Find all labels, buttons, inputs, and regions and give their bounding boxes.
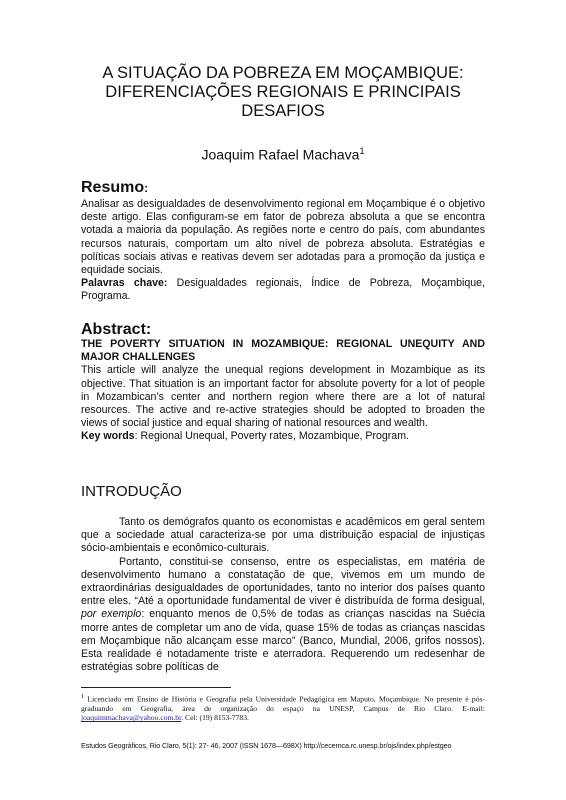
footnote-email-link[interactable]: joaquimmachava@yahoo.com.br (81, 713, 182, 723)
abstract-title: THE POVERTY SITUATION IN MOZAMBIQUE: REGIONAL UNEQUITY AND MAJOR CHALLENGES (81, 338, 485, 364)
intro-section (81, 516, 485, 674)
resumo-text: Analisar as desigualdades de desenvolvimento regional em Moçambique é o objetivo deste artigo. Elas configuram-se em fator de pobreza absoluta a que se encontra votada a maioria da população. As regiões norte e centro do país, com abundantes recursos naturais, comportam um alto nível de pobreza absoluta. Estratégias e políticas sociais ativas e reativas devem ser adotadas para a promoção da justiça e equidade sociais. (81, 198, 485, 277)
resumo-keywords-label: Palavras chave: (81, 277, 168, 290)
abstract-heading: Abstract: (81, 321, 152, 338)
title-line-2: DIFERENCIAÇÕES REGIONAIS E PRINCIPAIS (105, 83, 461, 101)
resumo-section (81, 198, 485, 304)
footnote-mark: 1 (81, 693, 85, 700)
paper-title (60, 64, 506, 121)
intro-heading: INTRODUÇÃO (81, 483, 182, 500)
resumo-heading: Resumo: (81, 179, 149, 196)
resumo-keywords (81, 277, 485, 303)
journal-footer: Estudos Geográficos, Rio Claro, 5(1): 27- 46, 2007 (ISSN 1678—698X) http://cecemca.rc.unesp.br/ojs/index.php/estgeo (81, 741, 452, 750)
footnote-divider (81, 687, 231, 688)
intro-paragraph-1: Tanto os demógrafos quanto os economistas e acadêmicos em geral sentem que a sociedade atual caracteriza-se por uma distribuição espacial de injustiças sócio-ambientais e econômico-culturais. (81, 516, 485, 555)
author (60, 146, 506, 163)
author-name: Joaquim Rafael Machava (201, 146, 360, 163)
title-line-1: A SITUAÇÃO DA POBREZA EM MOÇAMBIQUE: (102, 64, 464, 82)
abstract-section (81, 338, 485, 444)
author-footnote-mark: 1 (359, 146, 365, 156)
footnote-text: Licenciado em Ensino de História e Geografia pela Universidade Pedagógica em Maputo, Moçambique. No presente é pós-graduando em Geografia, área de organização do espaço na UNESP, Campus de Rio Claro. E-mail: (81, 694, 485, 713)
title-line-3: DESAFIOS (241, 102, 325, 120)
intro-emphasis: por exemplo (81, 608, 142, 621)
abstract-keywords-label: Key words (81, 430, 135, 443)
abstract-keywords (81, 430, 485, 443)
resumo-keywords-list: Desigualdades regionais, Índice de Pobreza, Moçambique, Programa. (81, 277, 485, 303)
abstract-keywords-list: : Regional Unequal, Poverty rates, Mozambique, Program. (134, 430, 409, 443)
footnote (81, 692, 485, 723)
abstract-text: This article will analyze the unequal regions development in Mozambique as its objective. That situation is an important factor for absolute poverty for a lot of people in Mozambican’s center and northern region where there are a lot of natural resources. The active and re-active strategies should be adopted to broaden the views of social justice and equal sharing of national resources and wealth. (81, 364, 485, 430)
footnote-tail: . Cel: (19) 8153-7783. (181, 713, 249, 723)
intro-paragraph-2: Portanto, constitui-se consenso, entre os especialistas, em matéria de desenvolvimento humano a constatação de que, vivemos em um mundo de extraordinárias desigualdades de oportunidades, tanto no interior dos países quanto entre eles. “Até a oportunidade fundamental de viver é distribuída de forma desigual, por exemplo: enquanto menos de 0,5% de todas as crianças nascidas na Suécia morre antes de completar um ano de vida, quase 15% de todas as crianças nascidas em Moçambique não alcançam esse marco” (Banco, Mundial, 2006, grifos nossos). Esta realidade é notadamente triste e aterradora. Requerendo um redesenhar de estratégias sobre políticas de (81, 555, 485, 674)
